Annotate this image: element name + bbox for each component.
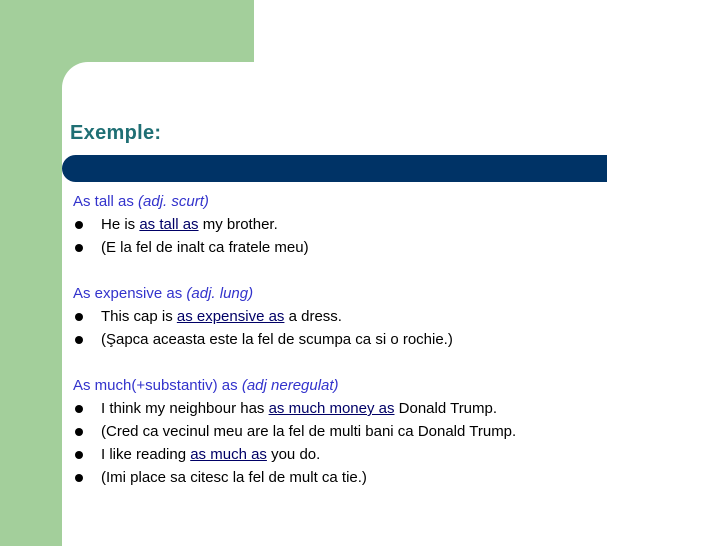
title-divider-bar (62, 155, 607, 182)
spacer (73, 259, 693, 282)
underlined-phrase: as much as (190, 446, 267, 463)
section-hint: (adj neregulat) (241, 377, 339, 394)
bullet-icon (75, 428, 83, 436)
section-heading (73, 374, 693, 397)
section-heading-text: As much(+substantiv) as (73, 377, 238, 394)
bullet-icon (75, 244, 83, 252)
item-text: He is (101, 216, 140, 233)
bullet-icon (75, 451, 83, 459)
item-text: (Imi place sa citesc la fel de mult ca tie.) (101, 469, 367, 486)
section-hint: (adj. scurt) (138, 193, 209, 210)
list-item (73, 213, 693, 236)
bullet-icon (75, 405, 83, 413)
list-item (73, 443, 693, 466)
section-heading (73, 282, 693, 305)
item-text: (E la fel de inalt ca fratele meu) (101, 239, 309, 256)
bullet-icon (75, 221, 83, 229)
item-text-end: Donald Trump. (394, 400, 498, 417)
underlined-phrase: as tall as (139, 216, 199, 233)
section-heading-text: As expensive as (73, 285, 183, 302)
bullet-icon (75, 474, 83, 482)
list-item (73, 305, 693, 328)
item-text-end: you do. (266, 446, 321, 463)
bullet-icon (75, 336, 83, 344)
item-text-end: a dress. (284, 308, 342, 325)
list-item (73, 397, 693, 420)
spacer (73, 351, 693, 374)
item-text: I like reading (101, 446, 191, 463)
item-text: This cap is (101, 308, 177, 325)
item-text: (Cred ca vecinul meu are la fel de multi bani ca Donald Trump. (101, 423, 517, 440)
section-heading-text: As tall as (73, 193, 134, 210)
slide-title: Exemple: (70, 122, 162, 144)
list-item (73, 420, 693, 443)
item-text-end: my brother. (198, 216, 278, 233)
underlined-phrase: as expensive as (176, 308, 285, 325)
list-item (73, 466, 693, 489)
item-text: I think my neighbour has (101, 400, 269, 417)
item-text: (Şapca aceasta este la fel de scumpa ca si o rochie.) (101, 331, 453, 348)
section-heading (73, 190, 693, 213)
underlined-phrase: as much money as (268, 400, 395, 417)
list-item (73, 236, 693, 259)
list-item (73, 328, 693, 351)
slide-content (73, 190, 693, 489)
section-hint: (adj. lung) (186, 285, 254, 302)
bullet-icon (75, 313, 83, 321)
